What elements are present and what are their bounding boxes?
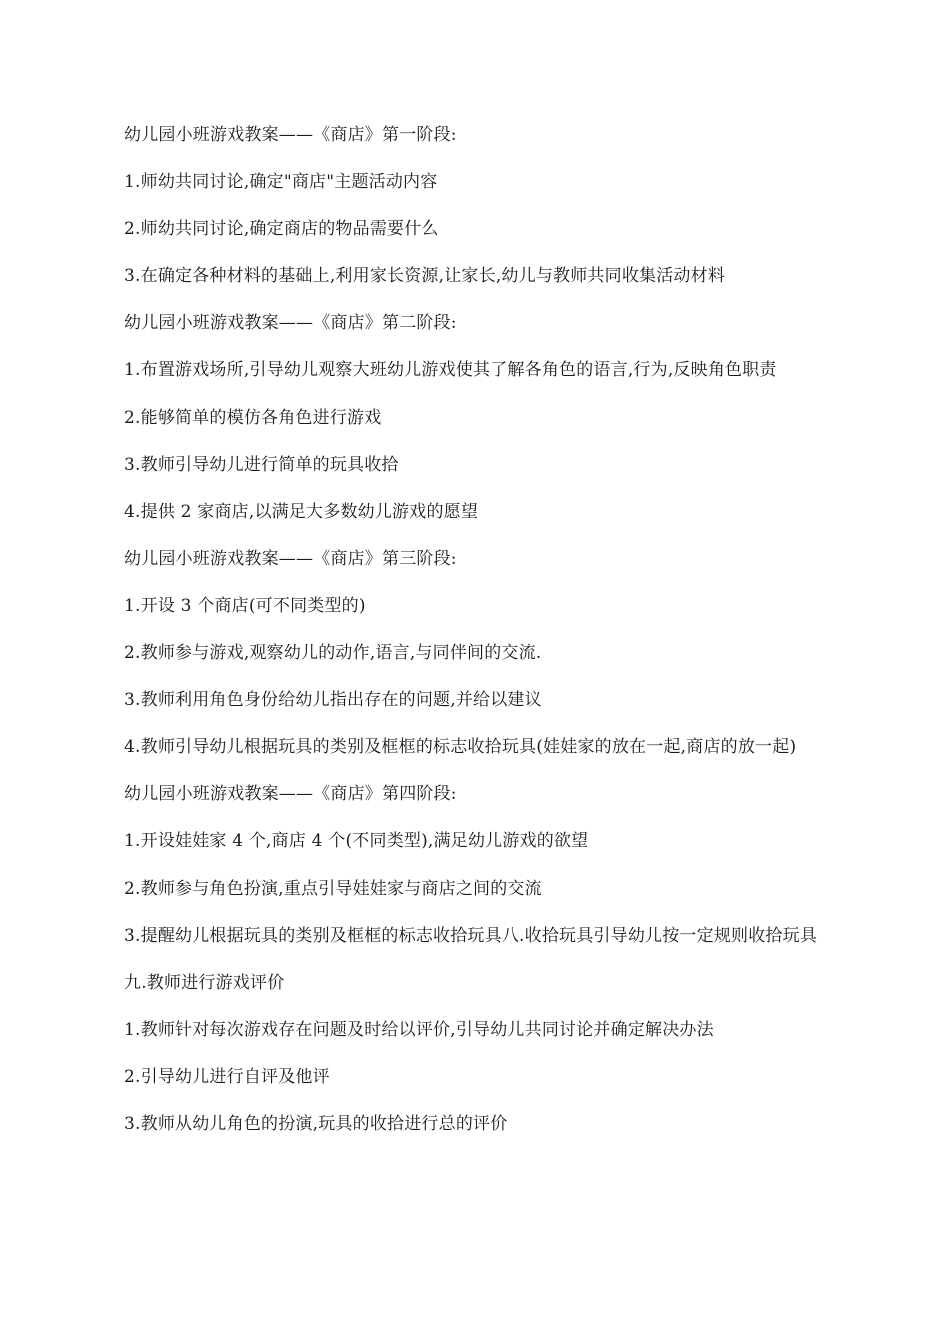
stage-4-item-1: 1.开设娃娃家 4 个,商店 4 个(不同类型),满足幼儿游戏的欲望	[124, 831, 589, 852]
heading-evaluation: 九.教师进行游戏评价	[124, 972, 285, 993]
heading-stage-3: 幼儿园小班游戏教案——《商店》第三阶段:	[124, 548, 457, 569]
stage-2-item-1: 1.布置游戏场所,引导幼儿观察大班幼儿游戏使其了解各角色的语言,行为,反映角色职责	[124, 360, 777, 381]
stage-1-item-1: 1.师幼共同讨论,确定"商店"主题活动内容	[124, 172, 438, 193]
stage-2-item-2: 2.能够简单的模仿各角色进行游戏	[124, 407, 382, 428]
stage-3-item-4: 4.教师引导幼儿根据玩具的类别及框框的标志收拾玩具(娃娃家的放在一起,商店的放一起)	[124, 737, 797, 758]
evaluation-item-3: 3.教师从幼儿角色的扮演,玩具的收拾进行总的评价	[124, 1113, 508, 1134]
stage-1-item-3: 3.在确定各种材料的基础上,利用家长资源,让家长,幼儿与教师共同收集活动材料	[124, 266, 726, 287]
heading-stage-4: 幼儿园小班游戏教案——《商店》第四阶段:	[124, 784, 457, 805]
heading-stage-2: 幼儿园小班游戏教案——《商店》第二阶段:	[124, 313, 457, 334]
stage-2-item-3: 3.教师引导幼儿进行简单的玩具收拾	[124, 454, 399, 475]
stage-3-item-2: 2.教师参与游戏,观察幼儿的动作,语言,与同伴间的交流.	[124, 643, 542, 664]
heading-stage-1: 幼儿园小班游戏教案——《商店》第一阶段:	[124, 125, 457, 145]
stage-3-item-3: 3.教师利用角色身份给幼儿指出存在的问题,并给以建议	[124, 690, 542, 711]
stage-2-item-4: 4.提供 2 家商店,以满足大多数幼儿游戏的愿望	[124, 501, 479, 522]
stage-4-item-2: 2.教师参与角色扮演,重点引导娃娃家与商店之间的交流	[124, 878, 542, 899]
stage-4-item-3: 3.提醒幼儿根据玩具的类别及框框的标志收拾玩具八.收拾玩具引导幼儿按一定规则收拾玩具	[124, 925, 818, 946]
stage-3-item-1: 1.开设 3 个商店(可不同类型的)	[124, 595, 366, 616]
evaluation-item-1: 1.教师针对每次游戏存在问题及时给以评价,引导幼儿共同讨论并确定解决办法	[124, 1019, 714, 1040]
stage-1-item-2: 2.师幼共同讨论,确定商店的物品需要什么	[124, 219, 439, 240]
document-body	[86, 123, 840, 1159]
evaluation-item-2: 2.引导幼儿进行自评及他评	[124, 1066, 330, 1087]
